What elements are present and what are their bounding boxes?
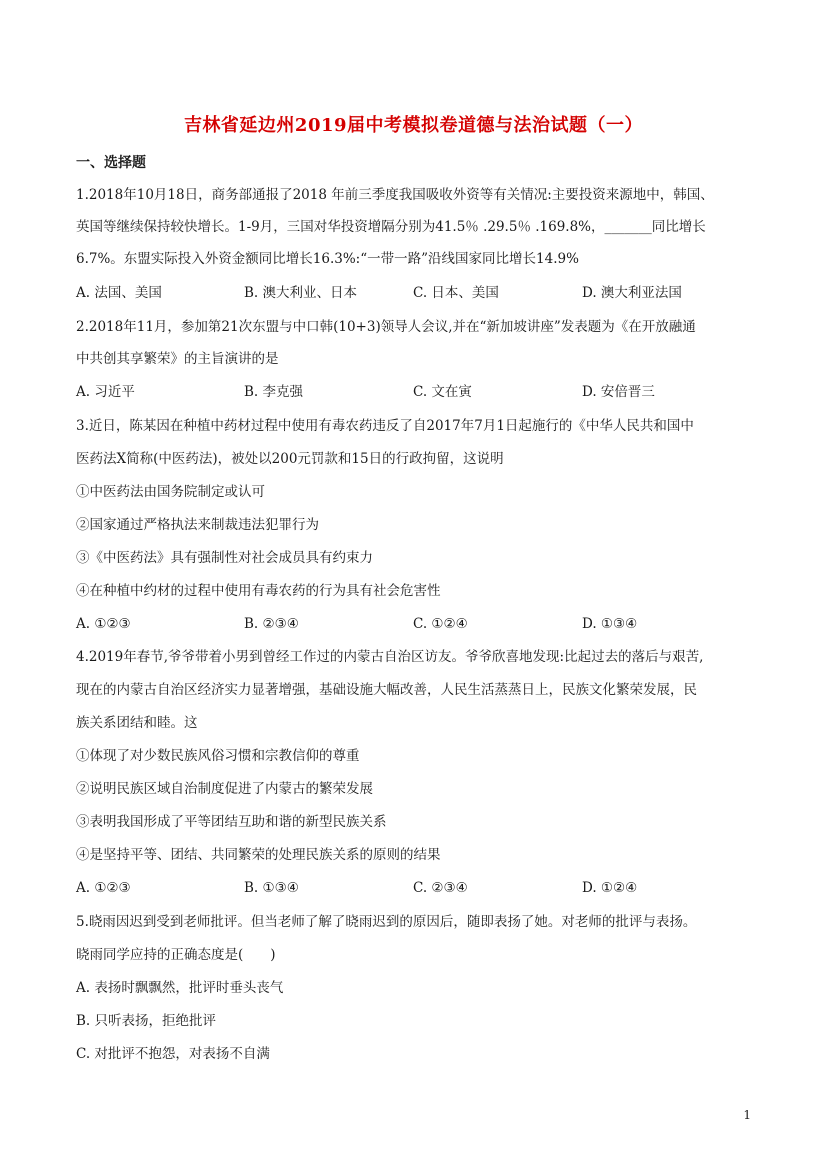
q1-option-b: B. 澳大利业、日本: [244, 285, 358, 301]
q5-option-a: A. 表扬时飘飘然，批评时垂头丧气: [76, 980, 284, 996]
q1-option-d: D. 澳大利亚法国: [582, 285, 682, 301]
q4-line-1: 4.2019年春节,爷爷带着小男到曾经工作过的内蒙古自治区访友。爷爷欣喜地发现:比起过去的落后与艰苦,: [76, 649, 704, 665]
q1-option-a: A. 法国、美国: [76, 285, 162, 301]
q5-line-2: 晓雨同学应持的正确态度是( ): [76, 947, 276, 963]
q3-option-c: C. ①②④: [413, 616, 468, 632]
q3-statement-1: ①中医药法由国务院制定或认可: [76, 484, 265, 500]
q3-statement-2: ②国家通过严格执法来制裁违法犯罪行为: [76, 517, 319, 533]
q2-option-c: C. 文在寅: [413, 384, 472, 400]
q3-option-d: D. ①③④: [582, 616, 638, 632]
q3-statement-4: ④在种植中约材的过程中使用有毒农药的行为具有社会危害性: [76, 583, 441, 599]
q4-option-d: D. ①②④: [582, 880, 638, 896]
q3-line-2: 医药法Ⅹ简称(中医药法)，被处以200元罚款和15日的行政拘留，这说明: [76, 451, 504, 467]
q5-option-b: B. 只听表扬，拒绝批评: [76, 1013, 217, 1029]
q1-line-2: 英国等继续保持较快增长。1-9月，三国对华投资增隔分别为41.5％ .29.5％ .169.8%，_______同比增长: [76, 219, 706, 235]
document-title: 吉林省延边州2019届中考模拟卷道德与法治试题（一）: [183, 115, 644, 136]
q4-option-a: A. ①②③: [76, 880, 131, 896]
q1-option-c: C. 日本、美国: [413, 285, 499, 301]
q4-statement-3: ③表明我国形成了平等团结互助和谐的新型民族关系: [76, 814, 387, 830]
q2-option-d: D. 安倍晋三: [582, 384, 655, 400]
q4-line-2: 现在的内蒙古自治区经济实力显著增强，基础设施大幅改善，人民生活蒸蒸日上，民族文化繁荣发展，民: [76, 682, 697, 698]
q3-statement-3: ③《中医药法》具有强制性对社会成员具有约束力: [76, 550, 373, 566]
q2-line-1: 2.2018年11月，参加第21次东盟与中口韩(10+3)领导人会议,并在“新加坡讲座”发表题为《在开放融通: [76, 319, 696, 335]
section-heading: 一、选择题: [76, 155, 146, 171]
q4-statement-2: ②说明民族区域自治制度促进了内蒙古的繁荣发展: [76, 781, 373, 797]
q3-option-b: B. ②③④: [244, 616, 299, 632]
q4-line-3: 族关系团结和睦。这: [76, 715, 198, 731]
q5-option-c: C. 对批评不抱怨，对表扬不自满: [76, 1046, 270, 1062]
q2-option-b: B. 李克强: [244, 384, 304, 400]
q4-option-c: C. ②③④: [413, 880, 468, 896]
q3-line-1: 3.近日，陈某因在种植中药材过程中使用有毒农药违反了自2017年7月1日起施行的《中华人民共和国中: [76, 418, 694, 434]
q5-line-1: 5.晓雨因迟到受到老师批评。但当老师了解了晓雨迟到的原因后，随即表扬了她。对老师的批评与表扬。: [76, 914, 697, 930]
q1-line-1: 1.2018年10月18日，商务部通报了2018 年前三季度我国吸收外资等有关情况:主要投资来源地中，韩国、: [76, 187, 714, 203]
q1-line-3: 6.7%。东盟实际投入外资金额同比增长16.3%:“一带一路”沿线国家同比增长14.9%: [76, 251, 579, 267]
q4-option-b: B. ①③④: [244, 880, 299, 896]
q2-line-2: 中共创其享繁荣》的主旨演讲的是: [76, 351, 279, 367]
q2-option-a: A. 习近平: [76, 384, 135, 400]
q4-statement-1: ①体现了对少数民族风俗习惯和宗教信仰的尊重: [76, 748, 360, 764]
page-number: 1: [743, 1108, 751, 1122]
q4-statement-4: ④是坚持平等、团结、共同繁荣的处理民族关系的原则的结果: [76, 847, 441, 863]
q3-option-a: A. ①②③: [76, 616, 131, 632]
